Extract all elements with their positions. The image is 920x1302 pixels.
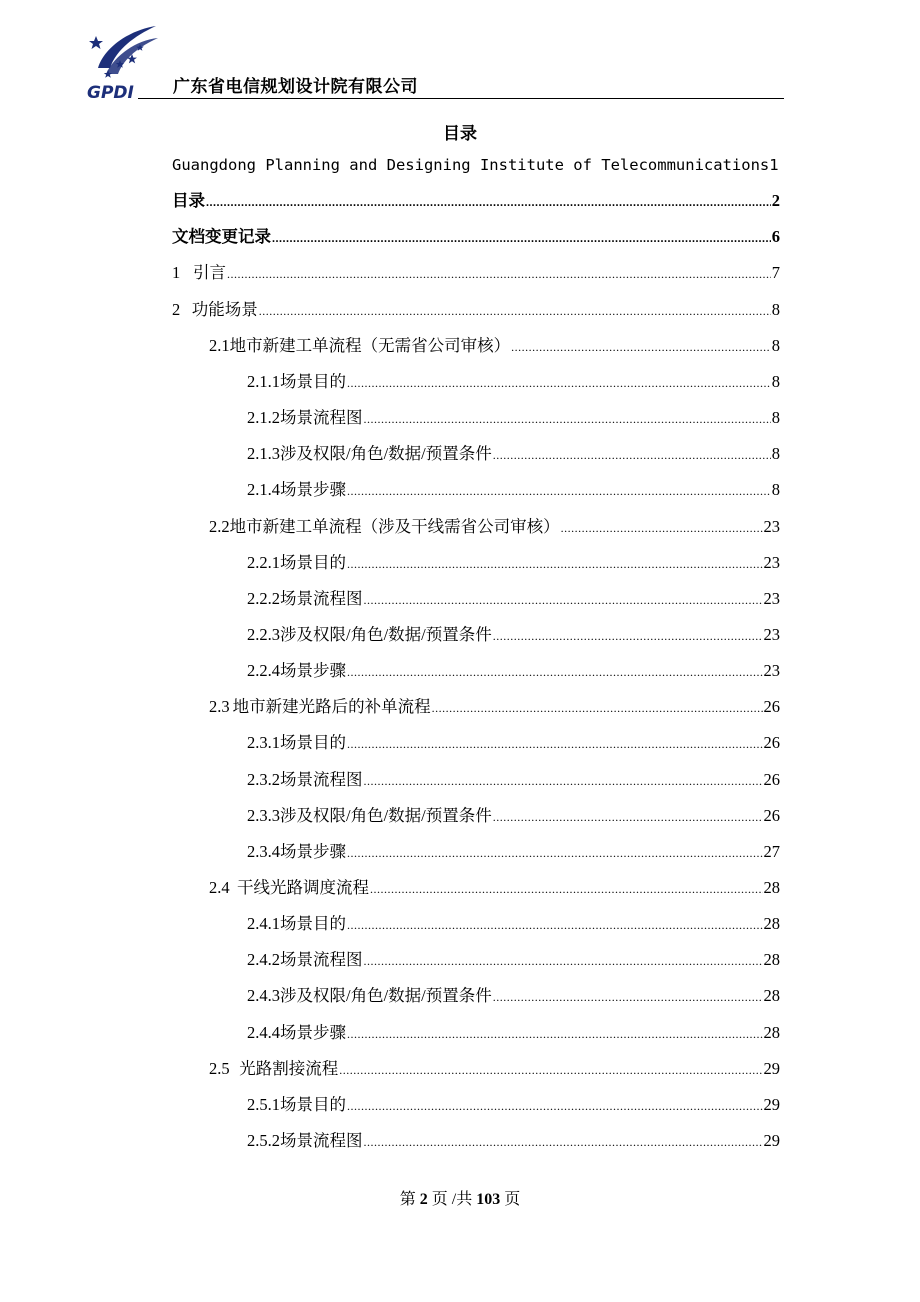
toc-entry-number: 2.1.2 (247, 408, 280, 428)
toc-entry-label: Guangdong Planning and Designing Institute of Telecommunications (172, 156, 770, 174)
toc-entry[interactable] (247, 1093, 780, 1117)
toc-entry-number: 2 (172, 299, 181, 319)
toc-entry[interactable] (247, 948, 780, 972)
toc-entry-page: 1 (769, 156, 779, 174)
document-header (80, 14, 784, 104)
toc-entry[interactable] (247, 1129, 780, 1153)
toc-entry-page: 28 (763, 878, 780, 897)
toc-entry-page: 23 (763, 661, 780, 681)
toc-entry-label: 地市新建工单流程（涉及干线需省公司审核） (229, 516, 560, 536)
dot-leader (364, 1129, 763, 1154)
toc-entry-page: 26 (763, 697, 780, 717)
toc-entry-label: 场景步骤 (280, 480, 346, 500)
gpdi-logo (84, 18, 164, 108)
toc-entry[interactable] (247, 551, 780, 575)
dot-leader (347, 840, 763, 865)
toc-entry-label: 场景流程图 (280, 408, 363, 428)
toc-entry[interactable] (247, 478, 780, 502)
toc-entry[interactable] (247, 731, 780, 755)
dot-leader (493, 984, 763, 1009)
toc-entry-page: 23 (763, 516, 780, 536)
toc-entry-page: 27 (763, 841, 780, 861)
footer-prefix: 第 (399, 1191, 416, 1208)
toc-entry-page: 6 (771, 227, 780, 247)
toc-entry-number: 2.1.3 (247, 444, 280, 464)
toc-entry-label: 场景步骤 (280, 661, 346, 681)
toc-entry-page: 26 (763, 769, 780, 789)
toc-entry-page: 23 (763, 624, 780, 644)
dot-leader (347, 1021, 763, 1046)
toc-entry[interactable] (209, 876, 780, 900)
toc-entry[interactable] (247, 768, 780, 792)
footer-mid: 页 /共 (431, 1191, 473, 1208)
toc-entry-number: 2.2.2 (247, 588, 280, 608)
toc-entry-page: 8 (771, 371, 780, 391)
toc-entry-label: 目录 (172, 191, 205, 211)
toc-entry-page: 28 (763, 986, 780, 1006)
dot-leader (370, 876, 762, 901)
toc-entry-number: 1 (172, 263, 181, 283)
dot-leader (206, 189, 771, 214)
page-footer (0, 1186, 920, 1209)
dot-leader (364, 587, 763, 612)
toc-entry-label: 场景目的 (280, 733, 346, 753)
toc-entry-page: 23 (763, 588, 780, 608)
toc-entry[interactable] (247, 406, 780, 430)
dot-leader (347, 731, 763, 756)
toc-entry[interactable] (247, 804, 780, 828)
dot-leader (493, 623, 763, 648)
dot-leader (364, 406, 771, 431)
footer-current-page: 2 (419, 1191, 428, 1208)
toc-entry-label: 场景步骤 (280, 1022, 346, 1042)
toc-entry-page: 29 (763, 1131, 780, 1151)
toc-entry-label: 场景流程图 (280, 769, 363, 789)
toc-title: 目录 (443, 124, 477, 143)
dot-leader (347, 1093, 763, 1118)
dot-leader (347, 659, 763, 684)
dot-leader (347, 912, 763, 937)
company-name: 广东省电信规划设计院有限公司 (173, 77, 418, 97)
toc-entry-number: 2.3 (209, 697, 230, 717)
toc-entry-number: 2.2 (209, 516, 230, 536)
toc-entry-page: 7 (771, 263, 780, 283)
toc-entry-number: 2.1 (209, 335, 230, 355)
toc-entry-label: 场景流程图 (280, 1131, 363, 1151)
toc-entry[interactable] (247, 370, 780, 394)
toc-entry-label: 场景流程图 (280, 950, 363, 970)
dot-leader (272, 225, 771, 250)
toc-entry-number: 2.2.1 (247, 552, 280, 572)
toc-entry-label: 场景目的 (280, 1094, 346, 1114)
dot-leader (364, 768, 763, 793)
toc-entry-page: 8 (771, 408, 780, 428)
footer-total-pages: 103 (476, 1191, 501, 1208)
toc-entry-number: 2.4 (209, 878, 230, 897)
toc-entry[interactable] (247, 442, 780, 466)
toc-entry[interactable] (172, 261, 780, 285)
toc-entry[interactable] (172, 298, 780, 322)
toc-entry[interactable] (247, 840, 780, 864)
toc-entry-number: 2.1.4 (247, 480, 280, 500)
toc-entry-label: 涉及权限/角色/数据/预置条件 (280, 805, 492, 825)
toc-entry-label: 干线光路调度流程 (237, 878, 370, 897)
toc-entry[interactable] (172, 189, 780, 213)
dot-leader (259, 298, 771, 323)
toc-entry[interactable] (247, 623, 780, 647)
toc-entry-number: 2.3.2 (247, 769, 280, 789)
toc-entry[interactable] (209, 515, 780, 539)
toc-entry-page: 28 (763, 1022, 780, 1042)
toc-entry-number: 2.3.4 (247, 841, 280, 861)
toc-entry-label: 引言 (193, 263, 227, 283)
dot-leader (493, 442, 771, 467)
toc-entry-page: 8 (771, 335, 780, 355)
toc-entry-page: 23 (763, 552, 780, 572)
toc-entry-number: 2.4.3 (247, 986, 280, 1006)
dot-leader (364, 948, 763, 973)
toc-entry-page: 29 (763, 1094, 780, 1114)
dot-leader (227, 261, 771, 286)
toc-entry[interactable] (247, 1021, 780, 1045)
header-divider (138, 98, 784, 99)
dot-leader (511, 334, 771, 359)
toc-entry[interactable] (209, 334, 780, 358)
dot-leader (339, 1057, 762, 1082)
toc-entry-number: 2.3.1 (247, 733, 280, 753)
toc-entry-label: 地市新建光路后的补单流程 (232, 697, 431, 717)
toc-entry-label: 涉及权限/角色/数据/预置条件 (280, 444, 492, 464)
toc-entry[interactable] (209, 1057, 780, 1081)
toc-entry-number: 2.2.4 (247, 661, 280, 681)
toc-entry-page: 2 (771, 191, 780, 211)
toc-entry[interactable] (247, 912, 780, 936)
toc-entry-page: 8 (771, 480, 780, 500)
toc-entry[interactable] (172, 153, 780, 177)
toc-entry-label: 文档变更记录 (172, 227, 271, 247)
toc-entry-page: 8 (771, 299, 780, 319)
dot-leader (347, 478, 771, 503)
toc-entry[interactable] (209, 695, 780, 719)
toc-entry-label: 功能场景 (191, 299, 258, 319)
toc-entry-number: 2.5 (209, 1058, 230, 1078)
toc-entry-number: 2.2.3 (247, 624, 280, 644)
toc-entry-label: 地市新建工单流程（无需省公司审核） (229, 335, 511, 355)
toc-entry-label: 场景步骤 (280, 841, 346, 861)
toc-entry-label: 场景目的 (280, 914, 346, 934)
toc-entry-label: 场景目的 (280, 552, 346, 572)
toc-entry-label: 场景目的 (280, 371, 346, 391)
toc-entry[interactable] (247, 587, 780, 611)
dot-leader (493, 804, 763, 829)
toc-entry-page: 28 (763, 950, 780, 970)
toc-entry-number: 2.3.3 (247, 805, 280, 825)
toc-entry-page: 26 (763, 733, 780, 753)
toc-entry-label: 涉及权限/角色/数据/预置条件 (280, 624, 492, 644)
dot-leader (347, 551, 763, 576)
toc-entry-number: 2.4.2 (247, 950, 280, 970)
toc-entry-page: 8 (771, 444, 780, 464)
toc-entry-label: 涉及权限/角色/数据/预置条件 (280, 986, 492, 1006)
toc-entry-label: 场景流程图 (280, 588, 363, 608)
dot-leader (432, 695, 763, 720)
dot-leader (347, 370, 771, 395)
toc-entry-number: 2.1.1 (247, 371, 280, 391)
toc-entry-number: 2.4.4 (247, 1022, 280, 1042)
toc-entry-number: 2.4.1 (247, 914, 280, 934)
logo-text: GPDI (87, 83, 134, 103)
toc-entry[interactable] (247, 659, 780, 683)
footer-suffix: 页 (504, 1191, 521, 1208)
toc-entry-page: 28 (763, 914, 780, 934)
toc-entry[interactable] (172, 225, 780, 249)
toc-entry[interactable] (247, 984, 780, 1008)
toc-entry-page: 26 (763, 805, 780, 825)
toc-entry-number: 2.5.1 (247, 1094, 280, 1114)
toc-entry-page: 29 (763, 1058, 780, 1078)
toc-entry-number: 2.5.2 (247, 1131, 280, 1151)
toc-entry-label: 光路割接流程 (239, 1058, 339, 1078)
dot-leader (561, 515, 763, 540)
